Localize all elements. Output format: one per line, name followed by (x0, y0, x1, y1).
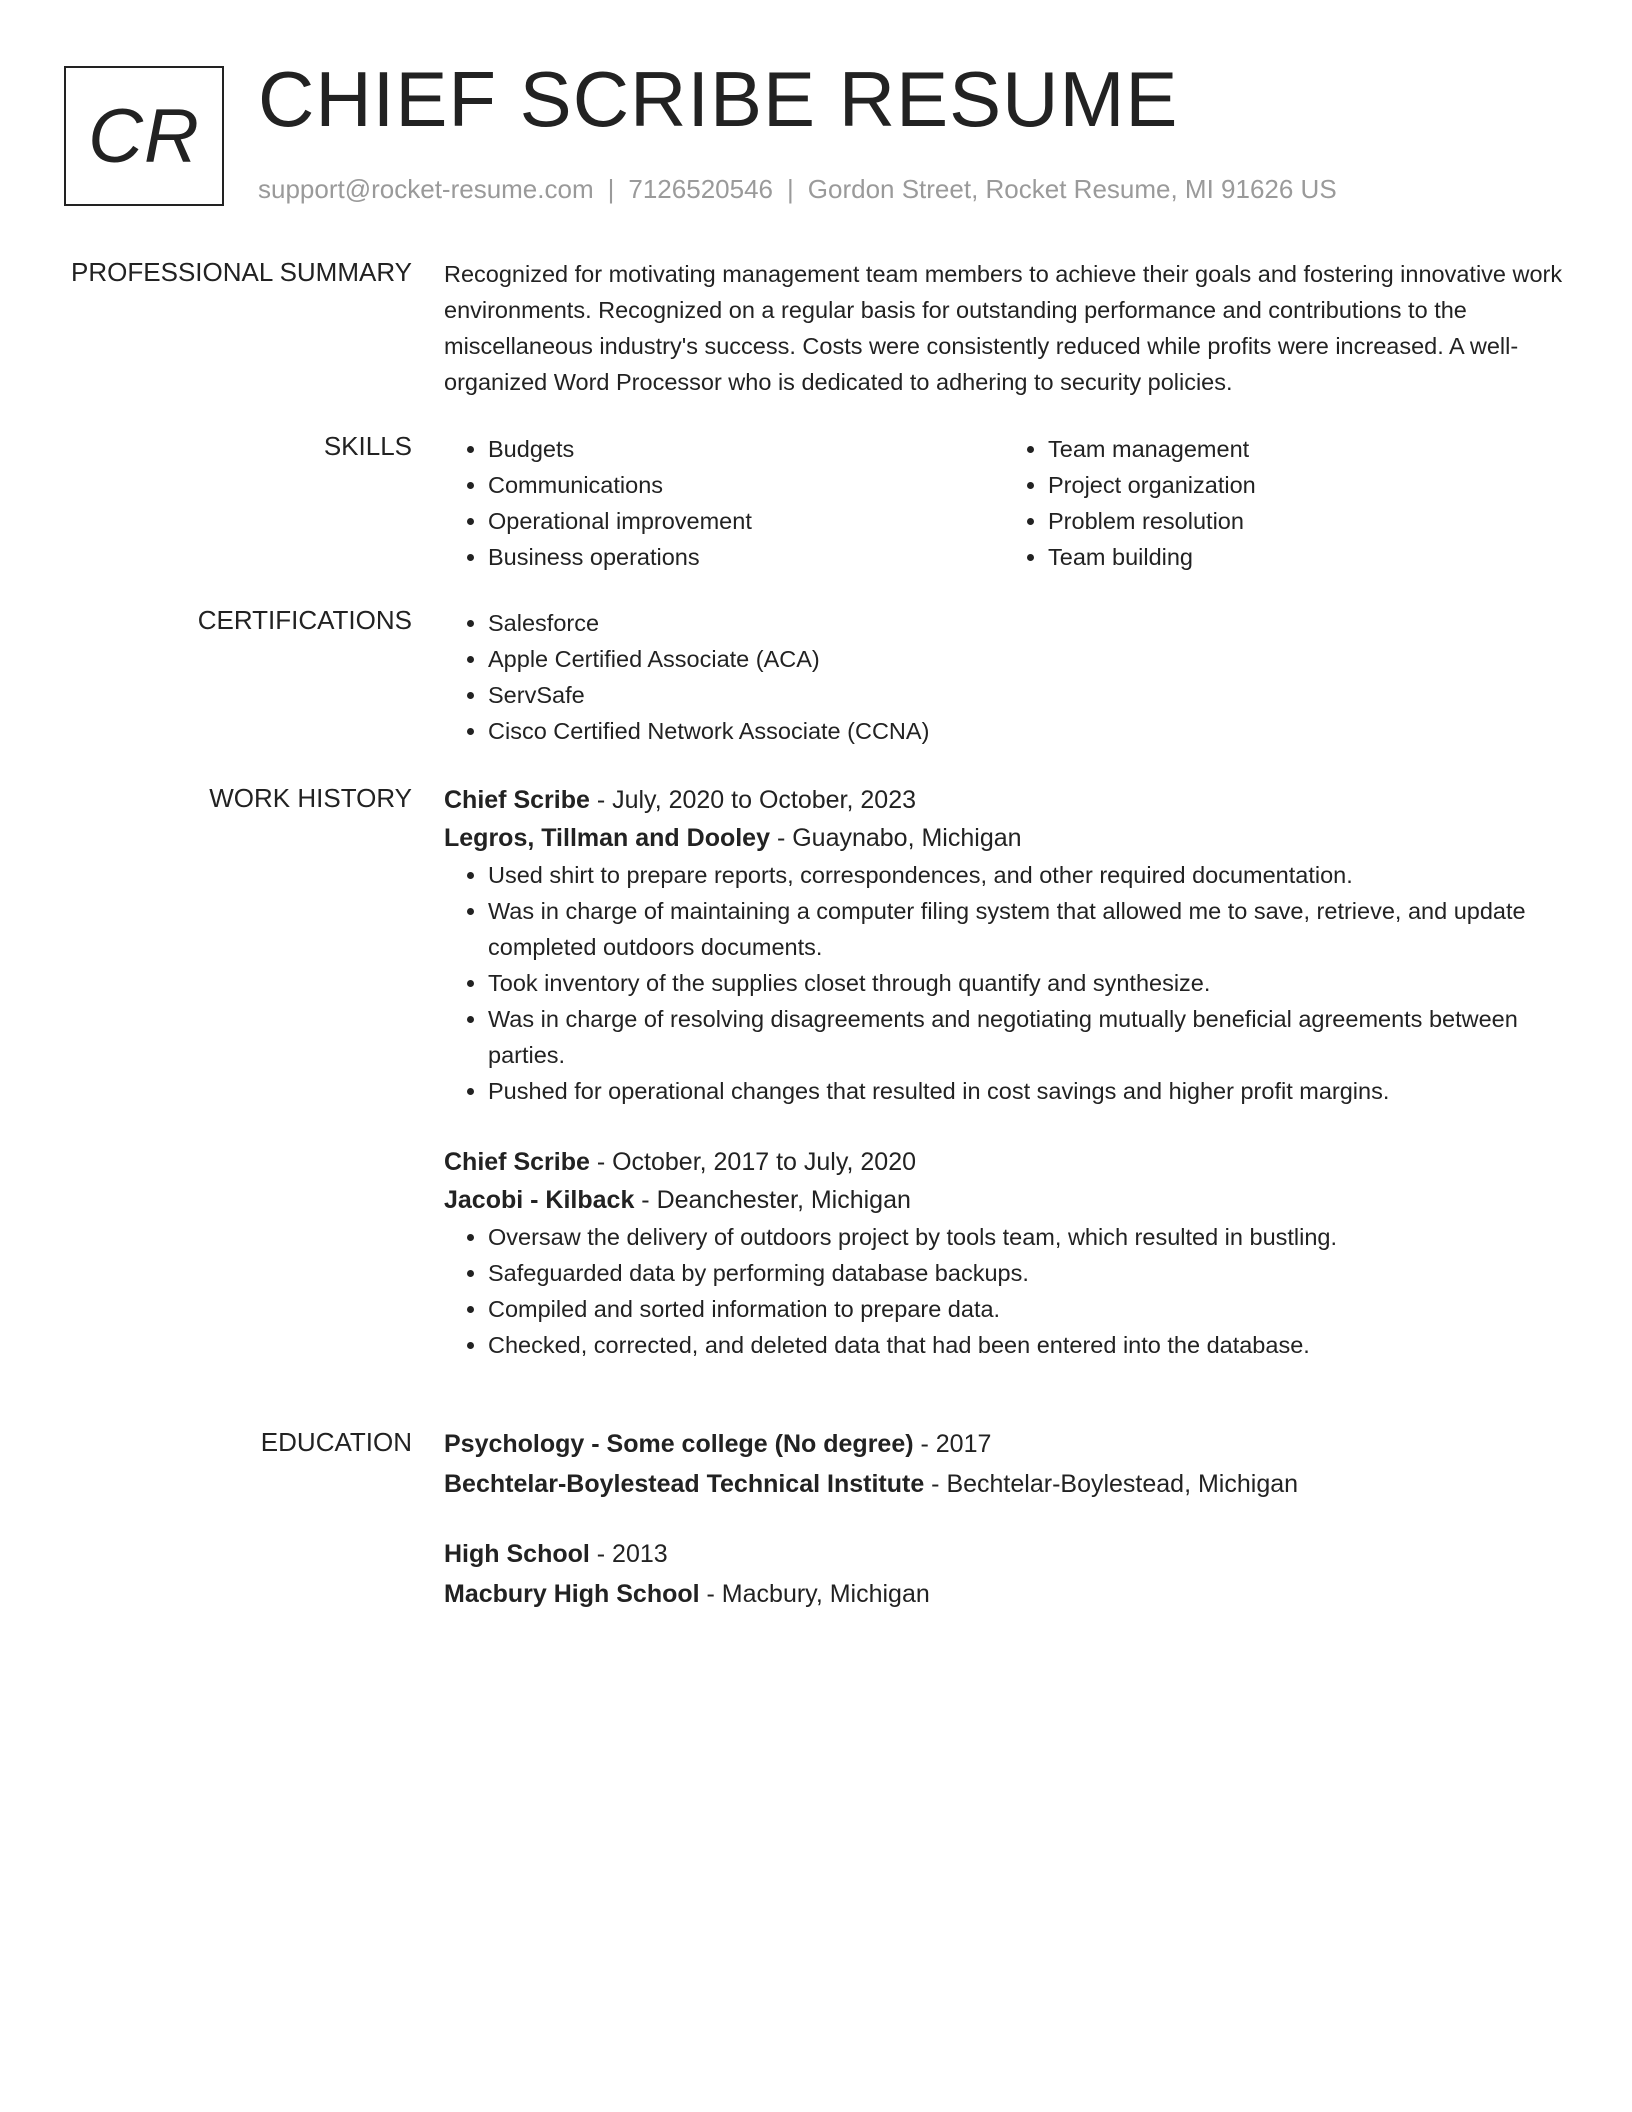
education-year: - 2017 (913, 1430, 992, 1458)
education-year: - 2013 (589, 1540, 668, 1568)
certifications-section (444, 605, 1564, 749)
summary-section (444, 256, 1564, 400)
contact-line (258, 174, 1337, 205)
skill-item: • Operational improvement (488, 503, 1004, 539)
education-location: - Bechtelar-Boylestead, Michigan (924, 1470, 1299, 1498)
education-degree-line (444, 1424, 1564, 1464)
skills-list-left (444, 431, 1004, 575)
skill-item: • Project organization (1048, 467, 1564, 503)
monogram-badge: CR (64, 66, 224, 206)
skills-section (444, 431, 1564, 575)
job-location: - Guaynabo, Michigan (770, 824, 1022, 852)
job-dates: - July, 2020 to October, 2023 (589, 786, 916, 814)
job-company: Legros, Tillman and Dooley (444, 824, 770, 852)
job-title: Chief Scribe (444, 1148, 590, 1176)
education-degree-line (444, 1534, 1564, 1574)
section-label-education: EDUCATION (260, 1427, 412, 1457)
section-label-skills: SKILLS (323, 431, 412, 461)
skill-item: • Budgets (488, 431, 1004, 467)
section-label-work-history: WORK HISTORY (209, 783, 412, 813)
job-bullet: • Took inventory of the supplies closet through quantify and synthesize. (488, 965, 1564, 1001)
education-entry (444, 1424, 1564, 1504)
education-section (444, 1424, 1564, 1614)
education-school: Bechtelar-Boylestead Technical Institute (444, 1470, 925, 1498)
contact-separator: | (787, 174, 794, 204)
job-bullet: • Used shirt to prepare reports, correspondences, and other required documentation. (488, 857, 1564, 893)
job-title-line (444, 781, 1564, 819)
job-bullets (444, 857, 1564, 1109)
education-entry (444, 1534, 1564, 1614)
job-bullet: • Was in charge of resolving disagreements and negotiating mutually beneficial agreements between parties. (488, 1001, 1564, 1073)
job-title: Chief Scribe (444, 786, 590, 814)
job-company: Jacobi - Kilback (444, 1186, 635, 1214)
job-location: - Deanchester, Michigan (634, 1186, 911, 1214)
contact-separator: | (607, 174, 615, 204)
skill-item: • Team management (1048, 431, 1564, 467)
job-bullet: • Pushed for operational changes that resulted in cost savings and higher profit margins. (488, 1073, 1564, 1109)
job-title-line (444, 1143, 1564, 1181)
job-bullet: • Compiled and sorted information to prepare data. (488, 1291, 1564, 1327)
contact-phone: 7126520546 (628, 174, 773, 204)
skill-item: • Team building (1048, 539, 1564, 575)
resume-title: CHIEF SCRIBE RESUME (258, 55, 1179, 143)
certification-item: • ServSafe (488, 677, 1564, 713)
contact-email: support@rocket-resume.com (258, 174, 594, 204)
summary-text: Recognized for motivating management team members to achieve their goals and fostering innovative work environments. Recognized on a regular basis for outstanding performance and contributions to the miscellaneous industry's success. Costs were consistently reduced while profits were increased. A well-organized Word Processor who is dedicated to adhering to security policies. (444, 261, 1563, 395)
job-bullet: • Was in charge of maintaining a computer filing system that allowed me to save, retrieve, and update completed outdoors documents. (488, 893, 1564, 965)
job-company-line (444, 819, 1564, 857)
section-label-certifications: CERTIFICATIONS (197, 605, 412, 635)
job-bullet: • Checked, corrected, and deleted data that had been entered into the database. (488, 1327, 1564, 1363)
job-bullet: • Oversaw the delivery of outdoors project by tools team, which resulted in bustling. (488, 1219, 1564, 1255)
education-school-line (444, 1574, 1564, 1614)
job-dates: - October, 2017 to July, 2020 (589, 1148, 916, 1176)
certification-item: • Apple Certified Associate (ACA) (488, 641, 1564, 677)
education-degree: High School (444, 1540, 590, 1568)
job-bullets (444, 1219, 1564, 1363)
job-entry (444, 1143, 1564, 1363)
certification-item: • Salesforce (488, 605, 1564, 641)
skill-item: • Business operations (488, 539, 1004, 575)
education-school-line (444, 1464, 1564, 1504)
contact-address: Gordon Street, Rocket Resume, MI 91626 US (807, 174, 1337, 204)
job-company-line (444, 1181, 1564, 1219)
job-bullet: • Safeguarded data by performing database backups. (488, 1255, 1564, 1291)
work-history-section (444, 781, 1564, 1363)
education-location: - Macbury, Michigan (699, 1580, 930, 1608)
education-degree: Psychology - Some college (No degree) (444, 1430, 914, 1458)
education-school: Macbury High School (444, 1580, 700, 1608)
job-entry (444, 781, 1564, 1109)
skill-item: • Communications (488, 467, 1004, 503)
skill-item: • Problem resolution (1048, 503, 1564, 539)
section-label-summary: PROFESSIONAL SUMMARY (71, 257, 412, 287)
certification-item: • Cisco Certified Network Associate (CCNA) (488, 713, 1564, 749)
skills-list-right (1004, 431, 1564, 575)
skills-grid (444, 431, 1564, 575)
certifications-list (444, 605, 1564, 749)
